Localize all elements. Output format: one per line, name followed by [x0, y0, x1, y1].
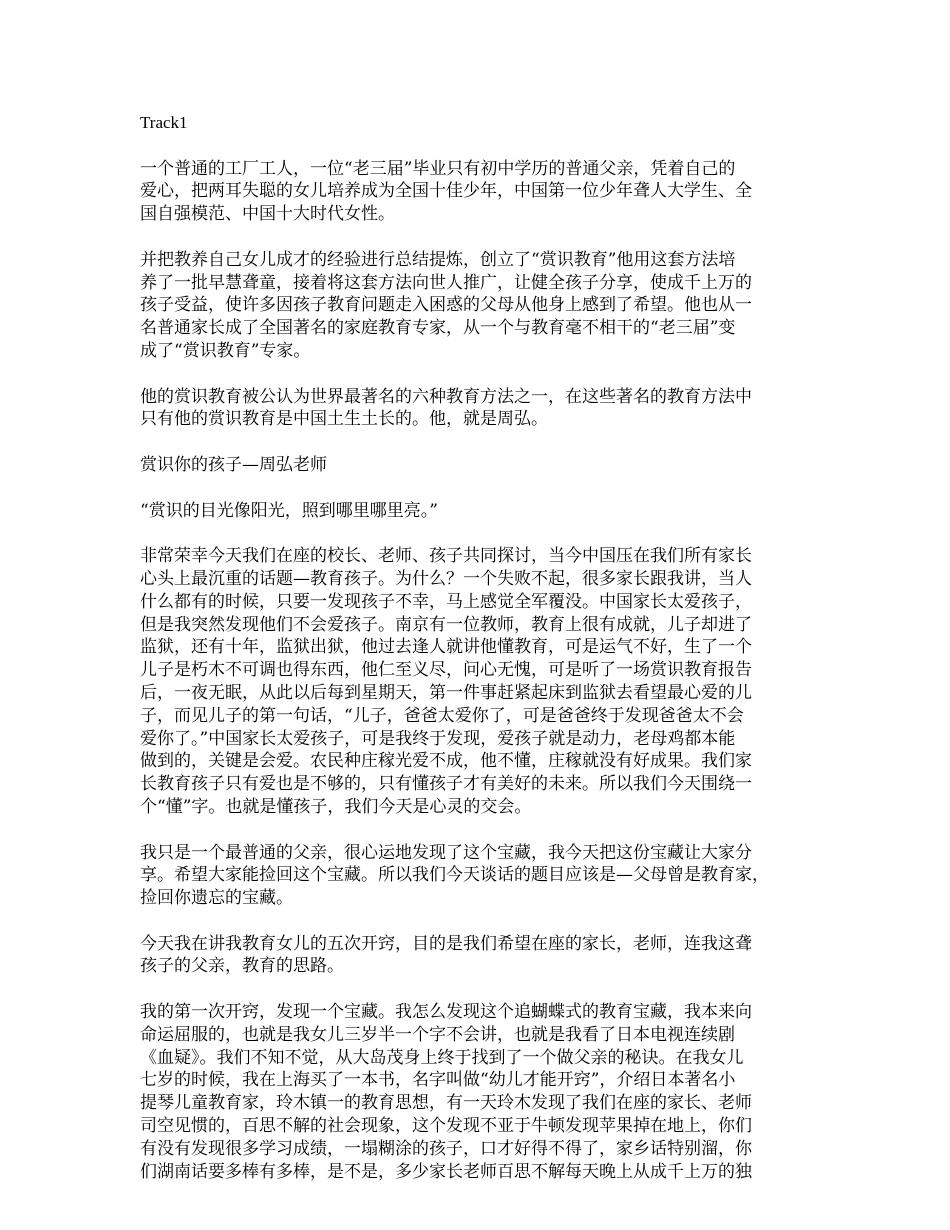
- document-page: [140, 112, 820, 1206]
- section-heading: 赏识你的孩子—周弘老师: [140, 454, 327, 475]
- document-title: Track1: [140, 113, 188, 132]
- paragraph-intro: 一个普通的工厂工人，一位“老三届”毕业只有初中学历的普通父亲，凭着自己的 爱心，把两耳失聪的女儿培养成为全国十佳少年，中国第一位少年聋人大学生、全 国自强模范、中国十大时代女性。: [140, 158, 752, 225]
- paragraph-first-enlightenment: 我的第一次开窍，发现一个宝藏。我怎么发现这个追蝴蝶式的教育宝藏，我本来向 命运屈服的，也就是我女儿三岁半一个字不会讲，也就是我看了日本电视连续剧 《血疑》。我们不知不觉，从大岛茂身上终于找到了一个做父亲的秘诀。在我女儿 七岁的时候，我在上海买了一本书，名字叫做“幼儿才能开窍”，介绍日本著名小 提琴儿童教育家，玲木镇一的教育思想，有一天玲木发现了我们在座的家长、老师 司空见惯的，百思不解的社会现象，这个发现不亚于牛顿发现苹果掉在地上，你们 有没有发现很多学习成绩，一塌糊涂的孩子，口才好得不得了，家乡话特别溜，你 们湖南话要多棒有多棒，是不是，多少家长老师百思不解每天晚上从成千上万的独: [140, 1002, 752, 1182]
- paragraph-treasure: 我只是一个最普通的父亲，很心运地发现了这个宝藏，我今天把这份宝藏让大家分 享。希望大家能捡回这个宝藏。所以我们今天谈话的题目应该是—父母曾是教育家， 捡回你遗忘的宝藏。: [140, 842, 769, 909]
- paragraph-speech-opening: 非常荣幸今天我们在座的校长、老师、孩子共同探讨，当今中国压在我们所有家长 心头上最沉重的话题—教育孩子。为什么？一个失败不起，很多家长跟我讲，当人 什么都有的时候，只要一发现孩子不幸，马上感觉全军覆没。中国家长太爱孩子， 但是我突然发现他们不会爱孩子。南京有一位教师，教育上很有成就，儿子却进了 监狱，还有十年，监狱出狱，他过去逢人就讲他懂教育，可是运气不好，生了一个 儿子是朽木不可调也得东西，他仁至义尽，问心无愧，可是听了一场赏识教育报告 后，一夜无眠，从此以后每到星期天，第一件事赶紧起床到监狱去看望最心爱的儿 子，而见儿子的第一句话，“儿子，爸爸太爱你了，可是爸爸终于发现爸爸太不会 爱你了。”中国家长太爱孩子，可是我终于发现，爱孩子就是动力，老母鸡都本能 做到的，关键是会爱。农民种庄稼光爱不成，他不懂，庄稼就没有好成果。我们家 长教育孩子只有爱也是不够的，只有懂孩子才有美好的未来。所以我们今天围绕一 个“懂”字。也就是懂孩子，我们今天是心灵的交会。: [140, 546, 752, 817]
- paragraph-method: 并把教养自己女儿成才的经验进行总结提炼，创立了“赏识教育”他用这套方法培 养了一批早慧聋童，接着将这套方法向世人推广，让健全孩子分享，使成千上万的 孩子受益，使许多因孩子教育问题走入困惑的父母从他身上感到了希望。他也从一 名普通家长成了全国著名的家庭教育专家，从一个与教育毫不相干的“老三届”变 成了“赏识教育”专家。: [140, 249, 752, 361]
- paragraph-five-enlightenments: 今天我在讲我教育女儿的五次开窍，目的是我们希望在座的家长，老师，连我这聋 孩子的父亲，教育的思路。: [140, 933, 752, 977]
- quote: “赏识的目光像阳光，照到哪里哪里亮。”: [140, 500, 438, 521]
- paragraph-recognition: 他的赏识教育被公认为世界最著名的六种教育方法之一，在这些著名的教育方法中 只有他的赏识教育是中国土生土长的。他，就是周弘。: [140, 386, 752, 430]
